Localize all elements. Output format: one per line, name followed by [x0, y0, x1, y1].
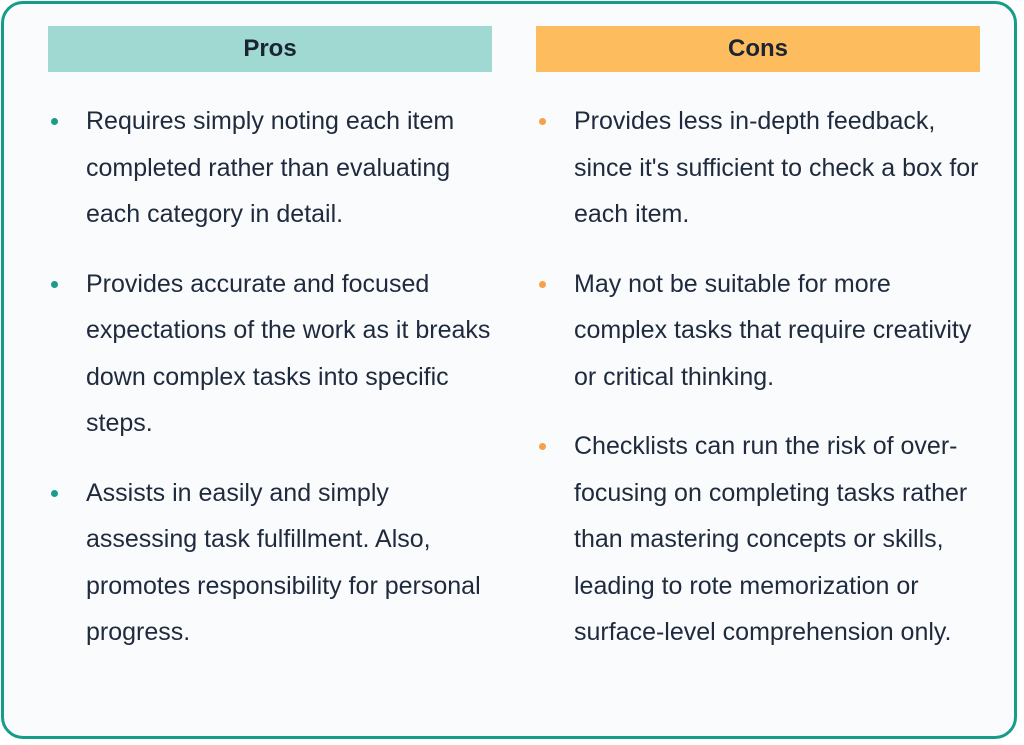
bullet-icon — [539, 118, 546, 125]
list-item — [536, 423, 980, 656]
bullet-icon — [51, 281, 58, 288]
pros-header: Pros — [48, 26, 492, 72]
pros-cons-card — [1, 1, 1017, 739]
pros-column — [48, 26, 492, 679]
pros-item-text: Requires simply noting each item completed rather than evaluating each category in detail. — [86, 107, 455, 228]
cons-item-text: May not be suitable for more complex tasks that require creativity or critical thinking. — [574, 269, 972, 391]
list-item — [48, 261, 492, 447]
bullet-icon — [51, 118, 58, 125]
cons-list — [536, 98, 980, 656]
cons-header: Cons — [536, 26, 980, 72]
pros-list — [48, 98, 492, 656]
bullet-icon — [51, 490, 58, 497]
list-item — [48, 470, 492, 656]
list-item — [536, 261, 980, 401]
bullet-icon — [539, 281, 546, 288]
list-item — [536, 98, 980, 238]
pros-item-text: Provides accurate and focused expectations of the work as it breaks down complex tasks into specific steps. — [86, 269, 491, 437]
pros-item-text: Assists in easily and simply assessing task fulfillment. Also, promotes responsibility for personal progress. — [86, 478, 481, 646]
cons-item-text: Checklists can run the risk of over-focusing on completing tasks rather than mastering concepts or skills, leading to rote memorization or surface-level comprehension only. — [574, 432, 968, 646]
list-item — [48, 98, 492, 238]
cons-item-text: Provides less in-depth feedback, since it's sufficient to check a box for each item. — [574, 107, 979, 228]
bullet-icon — [539, 443, 546, 450]
cons-column — [536, 26, 980, 679]
